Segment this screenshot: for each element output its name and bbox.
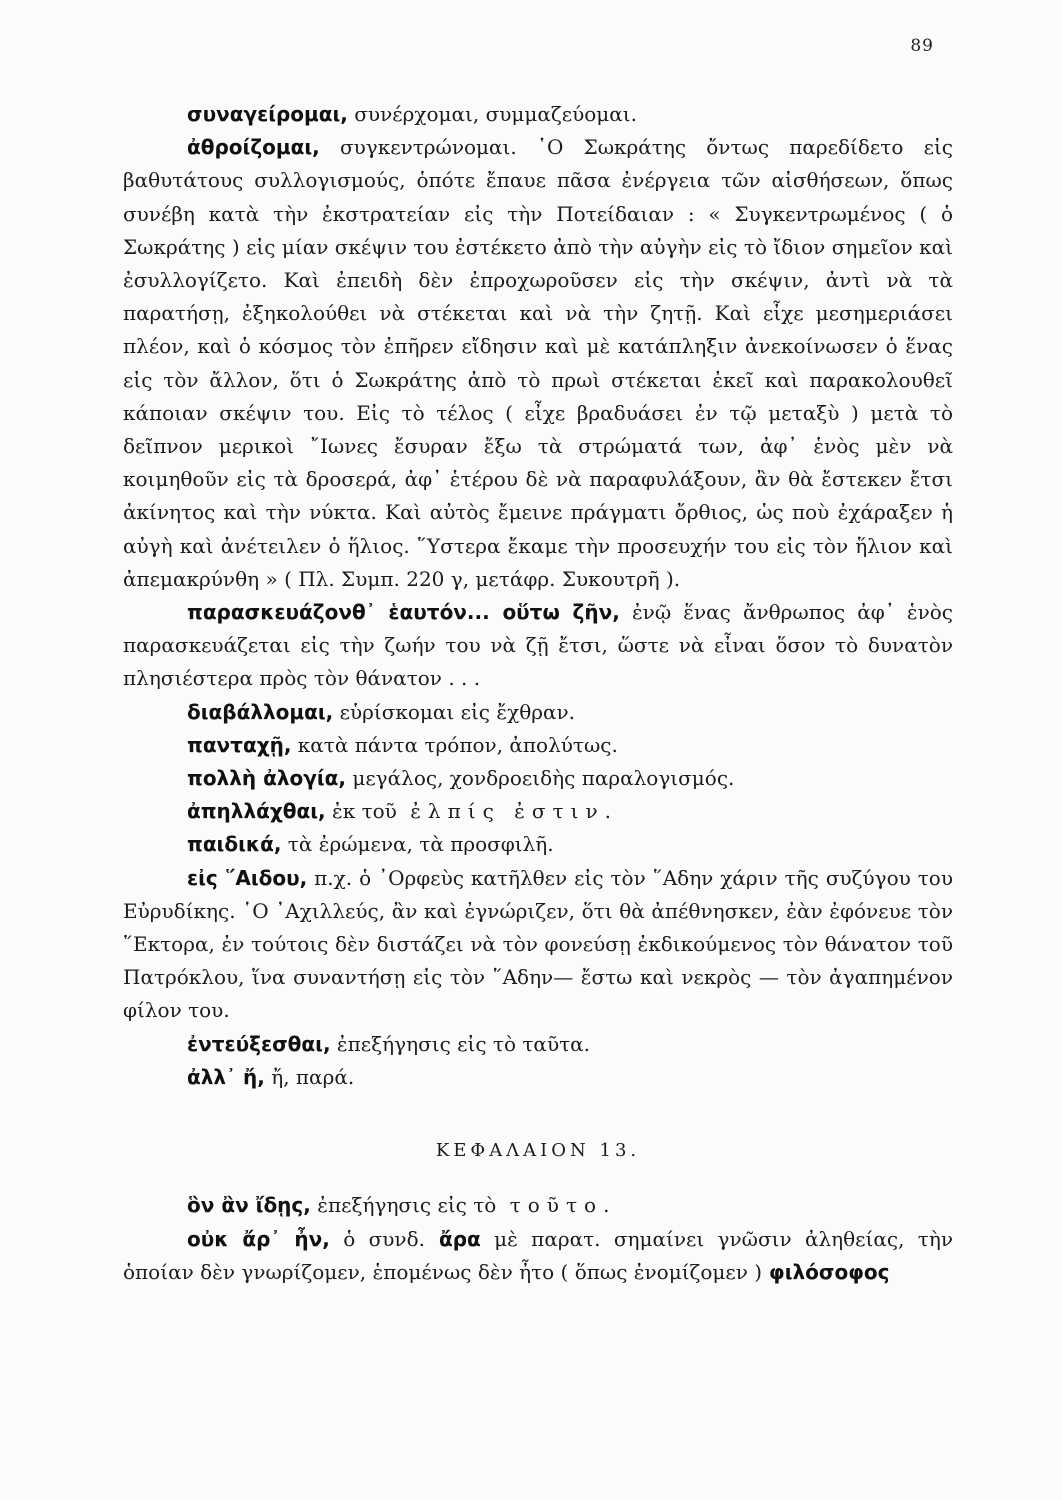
glossary-entry — [123, 596, 953, 696]
entry-headword: διαβάλλομαι, — [187, 699, 334, 724]
entry-definition-spaced: τοῦτο. — [496, 1193, 617, 1218]
entry-definition: π.χ. ὁ ᾿Ορφεὺς κατῆλθεν εἰς τὸν ῞Αδην χάριν τῆς συζύγου του Εὐρυδίκης. ῾Ο ᾿Αχιλλεύς, ἂν καὶ ἐγνώριζεν, ὅτι θὰ ἀπέθνησκεν, ἐὰν ἐφόνευε τὸν ῞Εκτορα, ἐν τούτοις δὲν διστάζει νὰ τὸν φονεύσῃ ἐκδικούμενος τὸν θάνατον τοῦ Πατρόκλου, ἵνα συναντήσῃ εἰς τὸν ῞Αδην— ἔστω καὶ νεκρὸς — τὸν ἀγαπημένον φίλον του. — [123, 865, 953, 1023]
entry-definition: μεγάλος, χονδροειδὴς παραλογισμός. — [345, 766, 735, 791]
entry-inline-term: ἄρα — [425, 1226, 481, 1251]
entry-definition: ἤ, παρά. — [264, 1064, 355, 1089]
glossary-entry — [123, 1189, 953, 1222]
glossary-entry — [123, 1028, 953, 1061]
page-body — [123, 98, 953, 1289]
glossary-entry — [123, 762, 953, 795]
page-number: 89 — [910, 36, 934, 56]
entry-headword: ἀπηλλάχθαι, — [187, 799, 326, 824]
glossary-entry — [123, 696, 953, 729]
entry-definition: κατὰ πάντα τρόπον, ἀπολύτως. — [291, 732, 618, 757]
glossary-entry — [123, 131, 953, 596]
entry-definition: εὑρίσκομαι εἰς ἔχθραν. — [333, 699, 576, 724]
entry-definition: ἐπεξήγησις εἰς τὸ — [310, 1193, 497, 1218]
glossary-entry — [123, 862, 953, 1028]
glossary-entry — [123, 1223, 953, 1289]
glossary-entry — [123, 828, 953, 861]
glossary-entry — [123, 1061, 953, 1094]
entry-headword: οὐκ ἄρ᾽ ἦν, — [187, 1226, 330, 1251]
entry-headword: παιδικά, — [187, 832, 282, 857]
entry-definition: ὁ συνδ. — [329, 1226, 425, 1251]
entry-headword: εἰς ῞Αιδου, — [187, 865, 308, 890]
glossary-entry — [123, 729, 953, 762]
entry-definition: συνέρχομαι, συμμαζεύομαι. — [347, 102, 637, 126]
entry-headword: ἀλλ᾽ ἤ, — [187, 1064, 265, 1089]
entry-definition: τὰ ἐρώμενα, τὰ προσφιλῆ. — [281, 832, 554, 857]
chapter-heading: ΚΕΦΑΛΑΙΟΝ 13. — [435, 1140, 641, 1162]
entry-definition: ἐκ τοῦ — [325, 799, 397, 824]
entry-definition: ἐνῷ ἕνας ἄνθρωπος ἀφ᾽ ἑνὸς παρασκευάζεται εἰς τὴν ζωήν του νὰ ζῇ ἔτσι, ὥστε νὰ εἶναι ὅσον τὸ δυνατὸν πλησιέστερα πρὸς τὸν θάνατον . . . — [123, 600, 953, 691]
entry-definition: ἐπεξήγησις εἰς τὸ ταῦτα. — [330, 1031, 591, 1056]
entry-headword: ὃν ἂν ἴδῃς, — [187, 1193, 311, 1218]
entry-headword: παρασκευάζονθ᾽ ἑαυτόν... οὕτω ζῆν, — [187, 600, 620, 625]
entry-definition: συγκεντρώνομαι. ῾Ο Σωκράτης ὄντως παρεδίδετο εἰς βαθυτάτους συλλογισμούς, ὁπότε ἔπαυε πᾶσα ἐνέργεια τῶν αἰσθήσεων, ὅπως συνέβη κατὰ τὴν ἐκστρατείαν εἰς τὴν Ποτείδαιαν : « Συγκεντρωμένος ( ὁ Σωκράτης ) εἰς μίαν σκέψιν του ἐστέκετο ἀπὸ τὴν αὐγὴν εἰς τὸ ἴδιον σημεῖον καὶ ἐσυλλογίζετο. Καὶ ἐπειδὴ δὲν ἐπροχωροῦσεν εἰς τὴν σκέψιν, ἀντὶ νὰ τὰ παρατήσῃ, ἐξηκολούθει νὰ στέκεται καὶ νὰ τὴν ζητῇ. Καὶ εἶχε μεσημεριάσει πλέον, καὶ ὁ κόσμος τὸν ἐπῆρεν εἴδησιν καὶ μὲ κατάπληξιν ἀνεκοίνωσεν ὁ ἕνας εἰς τὸν ἄλλον, ὅτι ὁ Σωκράτης ἀπὸ τὸ πρωὶ στέκεται ἐκεῖ καὶ παρακολουθεῖ κάποιαν σκέψιν του. Εἰς τὸ τέλος ( εἶχε βραδυάσει ἐν τῷ μεταξὺ ) μετὰ τὸ δεῖπνον μερικοὶ ῎Ιωνες ἔσυραν ἔξω τὰ στρώματά των, ἀφ᾽ ἑνὸς μὲν νὰ κοιμηθοῦν εἰς τὰ δροσερά, ἀφ᾽ ἑτέρου δὲ νὰ παραφυλάξουν, ἂν θὰ ἔστεκεν ἔτσι ἀκίνητος καὶ τὴν νύκτα. Καὶ αὐτὸς ἔμεινε πράγματι ὄρθιος, ὡς ποὺ ἐχάραξεν ἡ αὐγὴ καὶ ἀνέτειλεν ὁ ἥλιος. ῞Υστερα ἔκαμε τὴν προσευχήν του εἰς τὸν ἥλιον καὶ ἀπεμακρύνθη » ( Πλ. Συμπ. 220 γ, μετάφρ. Συκουτρῆ ). — [123, 135, 953, 591]
entry-definition-spaced: ἐλπίς ἐστιν. — [396, 799, 618, 824]
entry-headword: ἐντεύξεσθαι, — [187, 1031, 331, 1056]
glossary-entry — [123, 98, 953, 131]
glossary-entry — [123, 795, 953, 828]
entry-inline-term: φιλόσοφος — [762, 1259, 890, 1284]
entry-headword: ἀθροίζομαι, — [187, 135, 320, 160]
entry-headword: πανταχῇ, — [187, 732, 292, 757]
entry-headword: πολλὴ ἀλογία, — [187, 766, 346, 791]
entry-headword: συναγείρομαι, — [187, 102, 348, 126]
entry-definition: μὲ παρατ. σημαίνει γνῶσιν ἀληθείας, τὴν ὁποίαν δὲν γνωρίζομεν, ἑπομένως δὲν ἦτο ( ὅπως ἐνομίζομεν ) — [123, 1226, 953, 1284]
